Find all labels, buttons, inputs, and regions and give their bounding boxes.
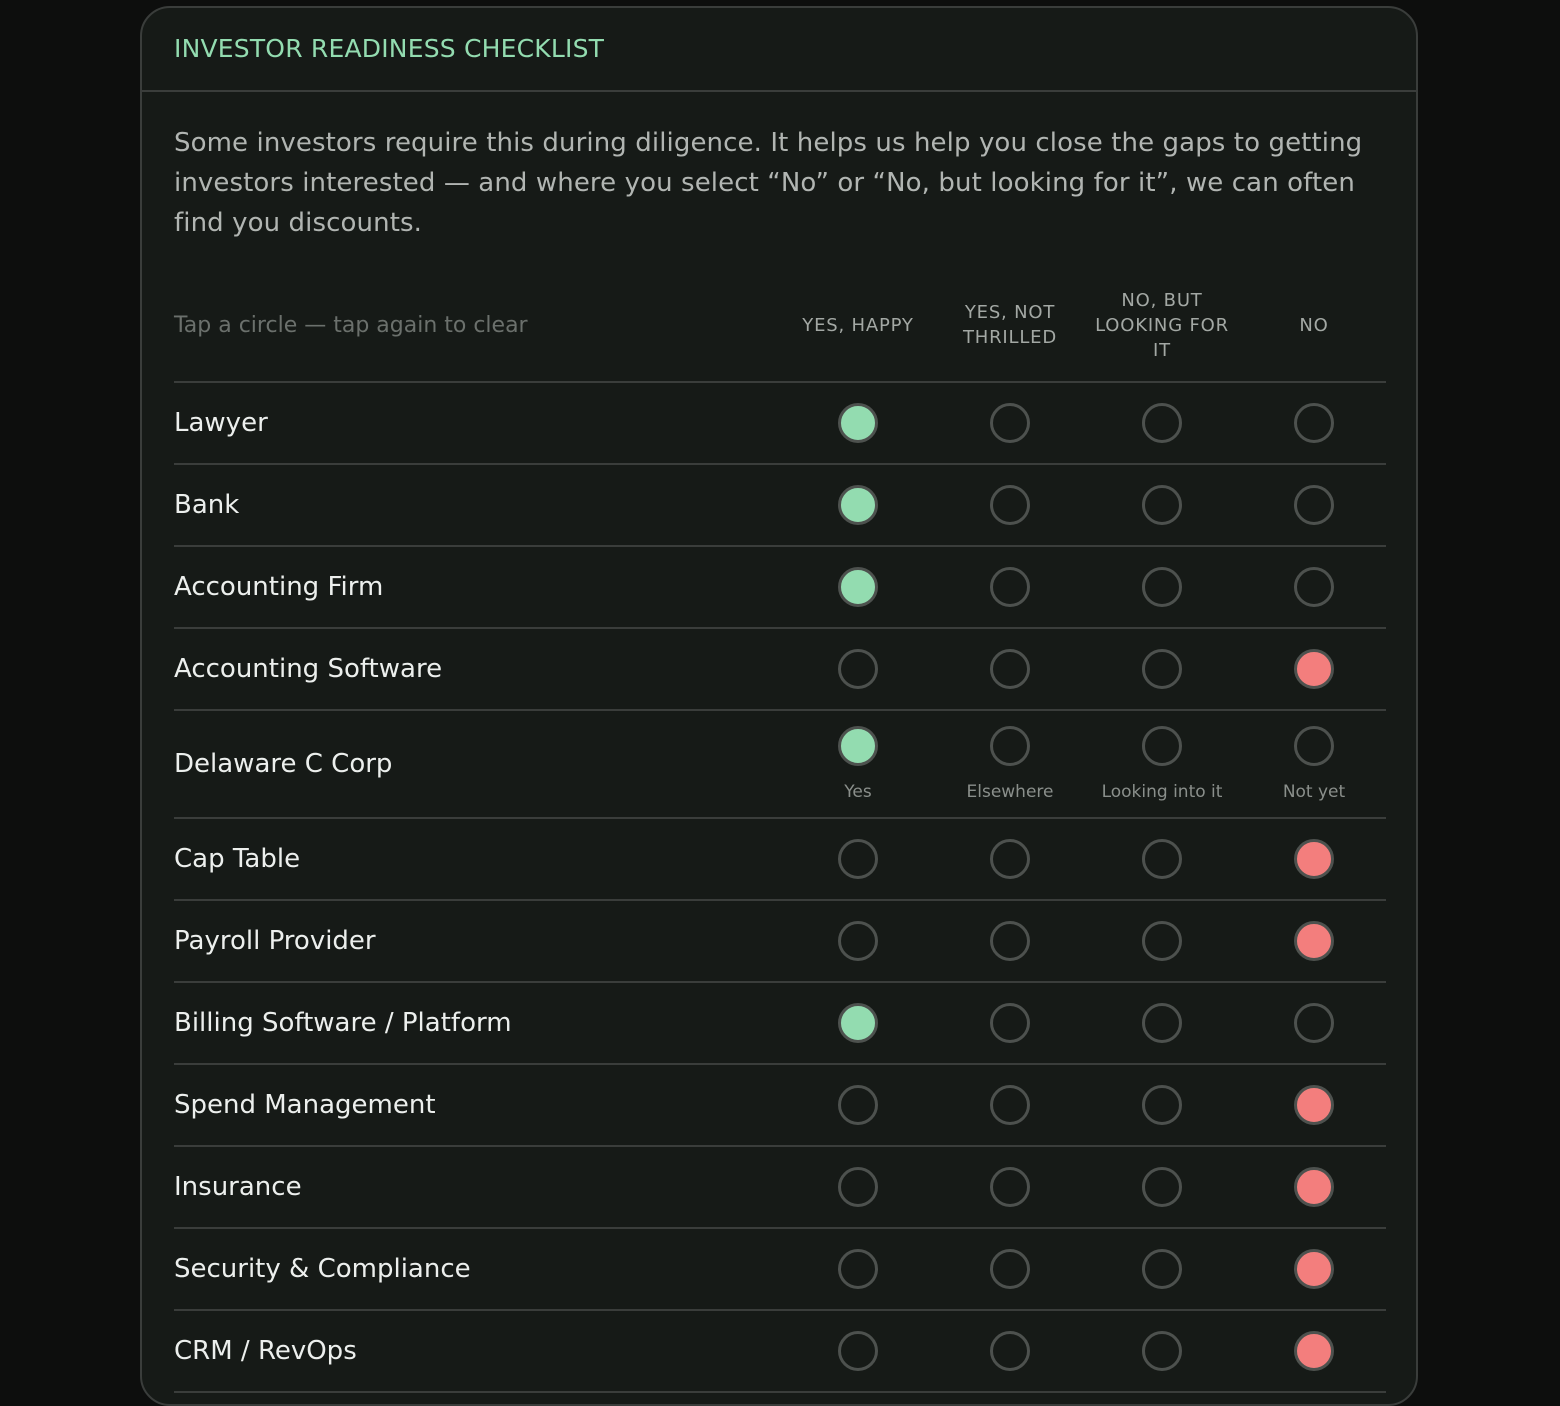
option-cell-yes-not-thrilled (934, 1249, 1086, 1289)
row-label: Bank (174, 490, 240, 520)
option-sub-label: Elsewhere (966, 782, 1054, 802)
radio-no[interactable] (1294, 1003, 1334, 1043)
table-row-security-compliance (174, 1229, 1386, 1311)
row-label: Insurance (174, 1172, 302, 1202)
radio-no[interactable] (1294, 1167, 1334, 1207)
card-title: INVESTOR READINESS CHECKLIST (174, 33, 605, 63)
table-row-bank (174, 465, 1386, 547)
option-cell-no-but-looking (1086, 1003, 1238, 1043)
radio-yes-happy[interactable] (838, 1331, 878, 1371)
card-body (142, 92, 1416, 1393)
option-sub-label: Yes (844, 782, 872, 802)
option-cell-no-but-looking (1086, 726, 1238, 802)
option-cell-no (1238, 1249, 1390, 1289)
radio-yes-happy[interactable] (838, 1167, 878, 1207)
radio-no-but-looking[interactable] (1142, 1249, 1182, 1289)
option-cell-yes-happy (782, 1167, 934, 1207)
radio-yes-happy[interactable] (838, 485, 878, 525)
radio-no[interactable] (1294, 1249, 1334, 1289)
radio-yes-not-thrilled[interactable] (990, 839, 1030, 879)
checklist-table (174, 271, 1386, 1393)
radio-yes-not-thrilled[interactable] (990, 726, 1030, 766)
option-cell-no-but-looking (1086, 1085, 1238, 1125)
option-cell-no (1238, 726, 1390, 802)
radio-no[interactable] (1294, 726, 1334, 766)
table-row-spend-management (174, 1065, 1386, 1147)
option-cell-yes-not-thrilled (934, 649, 1086, 689)
option-cell-no (1238, 403, 1390, 443)
table-header (174, 271, 1386, 383)
table-row-billing-software-platform (174, 983, 1386, 1065)
radio-yes-happy[interactable] (838, 1003, 878, 1043)
option-cell-no-but-looking (1086, 567, 1238, 607)
radio-yes-happy[interactable] (838, 1085, 878, 1125)
radio-no[interactable] (1294, 839, 1334, 879)
row-label: Accounting Firm (174, 572, 384, 602)
option-cell-no (1238, 839, 1390, 879)
option-cell-no (1238, 1003, 1390, 1043)
table-row-payroll-provider (174, 901, 1386, 983)
checklist-card (140, 6, 1418, 1406)
option-cell-yes-not-thrilled (934, 403, 1086, 443)
radio-no-but-looking[interactable] (1142, 567, 1182, 607)
radio-no-but-looking[interactable] (1142, 649, 1182, 689)
hint-text: Tap a circle — tap again to clear (174, 312, 528, 338)
radio-no-but-looking[interactable] (1142, 921, 1182, 961)
option-cell-yes-not-thrilled (934, 1003, 1086, 1043)
option-cell-yes-happy (782, 1331, 934, 1371)
radio-yes-happy[interactable] (838, 1249, 878, 1289)
radio-no-but-looking[interactable] (1142, 726, 1182, 766)
table-row-accounting-firm (174, 547, 1386, 629)
radio-no-but-looking[interactable] (1142, 485, 1182, 525)
radio-no-but-looking[interactable] (1142, 403, 1182, 443)
radio-yes-not-thrilled[interactable] (990, 649, 1030, 689)
option-cell-yes-happy (782, 1249, 934, 1289)
table-row-cap-table (174, 819, 1386, 901)
table-body (174, 383, 1386, 1393)
option-cell-yes-not-thrilled (934, 921, 1086, 961)
option-cell-no-but-looking (1086, 1249, 1238, 1289)
row-label: CRM / RevOps (174, 1336, 357, 1366)
radio-yes-not-thrilled[interactable] (990, 567, 1030, 607)
radio-no-but-looking[interactable] (1142, 1003, 1182, 1043)
option-cell-no (1238, 567, 1390, 607)
option-cell-yes-happy (782, 1085, 934, 1125)
option-cell-no-but-looking (1086, 485, 1238, 525)
row-label: Billing Software / Platform (174, 1008, 512, 1038)
radio-no[interactable] (1294, 403, 1334, 443)
option-cell-no-but-looking (1086, 403, 1238, 443)
radio-yes-happy[interactable] (838, 403, 878, 443)
option-cell-no (1238, 649, 1390, 689)
radio-no-but-looking[interactable] (1142, 1085, 1182, 1125)
option-cell-yes-happy (782, 403, 934, 443)
row-label: Lawyer (174, 408, 268, 438)
option-cell-no (1238, 1167, 1390, 1207)
radio-no[interactable] (1294, 921, 1334, 961)
table-row-insurance (174, 1147, 1386, 1229)
option-cell-yes-not-thrilled (934, 485, 1086, 525)
table-row-lawyer (174, 383, 1386, 465)
radio-no[interactable] (1294, 1331, 1334, 1371)
radio-yes-happy[interactable] (838, 649, 878, 689)
column-header-yes-happy: YES, HAPPY (802, 314, 914, 336)
option-cell-no-but-looking (1086, 649, 1238, 689)
option-cell-yes-happy (782, 921, 934, 961)
row-label: Security & Compliance (174, 1254, 471, 1284)
radio-yes-not-thrilled[interactable] (990, 921, 1030, 961)
radio-yes-happy[interactable] (838, 726, 878, 766)
option-cell-yes-happy (782, 485, 934, 525)
row-label: Payroll Provider (174, 926, 376, 956)
table-row-crm-revops (174, 1311, 1386, 1393)
card-header (142, 8, 1416, 92)
radio-yes-happy[interactable] (838, 567, 878, 607)
radio-yes-not-thrilled[interactable] (990, 1331, 1030, 1371)
table-row-delaware-c-corp (174, 711, 1386, 819)
option-cell-yes-happy (782, 1003, 934, 1043)
option-cell-yes-happy (782, 839, 934, 879)
table-row-accounting-software (174, 629, 1386, 711)
row-label: Cap Table (174, 844, 301, 874)
radio-yes-not-thrilled[interactable] (990, 1167, 1030, 1207)
option-cell-no-but-looking (1086, 1331, 1238, 1371)
option-cell-yes-happy (782, 567, 934, 607)
column-header-yes-not-thrilled: YES, NOT THRILLED (962, 302, 1058, 348)
option-sub-label: Looking into it (1101, 782, 1223, 802)
radio-no[interactable] (1294, 1085, 1334, 1125)
row-label: Accounting Software (174, 654, 443, 684)
radio-yes-not-thrilled[interactable] (990, 485, 1030, 525)
row-label: Delaware C Corp (174, 749, 393, 779)
row-label: Spend Management (174, 1090, 436, 1120)
radio-yes-not-thrilled[interactable] (990, 1003, 1030, 1043)
option-cell-yes-not-thrilled (934, 726, 1086, 802)
option-cell-yes-happy (782, 726, 934, 802)
radio-yes-happy[interactable] (838, 921, 878, 961)
option-cell-no-but-looking (1086, 839, 1238, 879)
intro-text: Some investors require this during diligence. It helps us help you close the gaps to getting investors interested — and where you select “No” or “No, but looking for it”, we can often find you discounts. (174, 128, 1363, 238)
option-cell-yes-happy (782, 649, 934, 689)
radio-yes-happy[interactable] (838, 839, 878, 879)
option-cell-no (1238, 1331, 1390, 1371)
radio-yes-not-thrilled[interactable] (990, 1249, 1030, 1289)
radio-yes-not-thrilled[interactable] (990, 403, 1030, 443)
option-cell-no (1238, 921, 1390, 961)
radio-no[interactable] (1294, 485, 1334, 525)
column-header-no: NO (1299, 314, 1329, 336)
option-cell-yes-not-thrilled (934, 1331, 1086, 1371)
radio-no-but-looking[interactable] (1142, 1331, 1182, 1371)
radio-no[interactable] (1294, 567, 1334, 607)
option-cell-yes-not-thrilled (934, 839, 1086, 879)
option-cell-no-but-looking (1086, 921, 1238, 961)
option-cell-no (1238, 1085, 1390, 1125)
option-cell-no-but-looking (1086, 1167, 1238, 1207)
option-cell-no (1238, 485, 1390, 525)
option-cell-yes-not-thrilled (934, 1085, 1086, 1125)
column-header-no-but-looking: NO, BUT LOOKING FOR IT (1095, 289, 1229, 361)
option-cell-yes-not-thrilled (934, 567, 1086, 607)
radio-no[interactable] (1294, 649, 1334, 689)
option-cell-yes-not-thrilled (934, 1167, 1086, 1207)
option-sub-label: Not yet (1282, 782, 1346, 802)
radio-yes-not-thrilled[interactable] (990, 1085, 1030, 1125)
radio-no-but-looking[interactable] (1142, 839, 1182, 879)
radio-no-but-looking[interactable] (1142, 1167, 1182, 1207)
